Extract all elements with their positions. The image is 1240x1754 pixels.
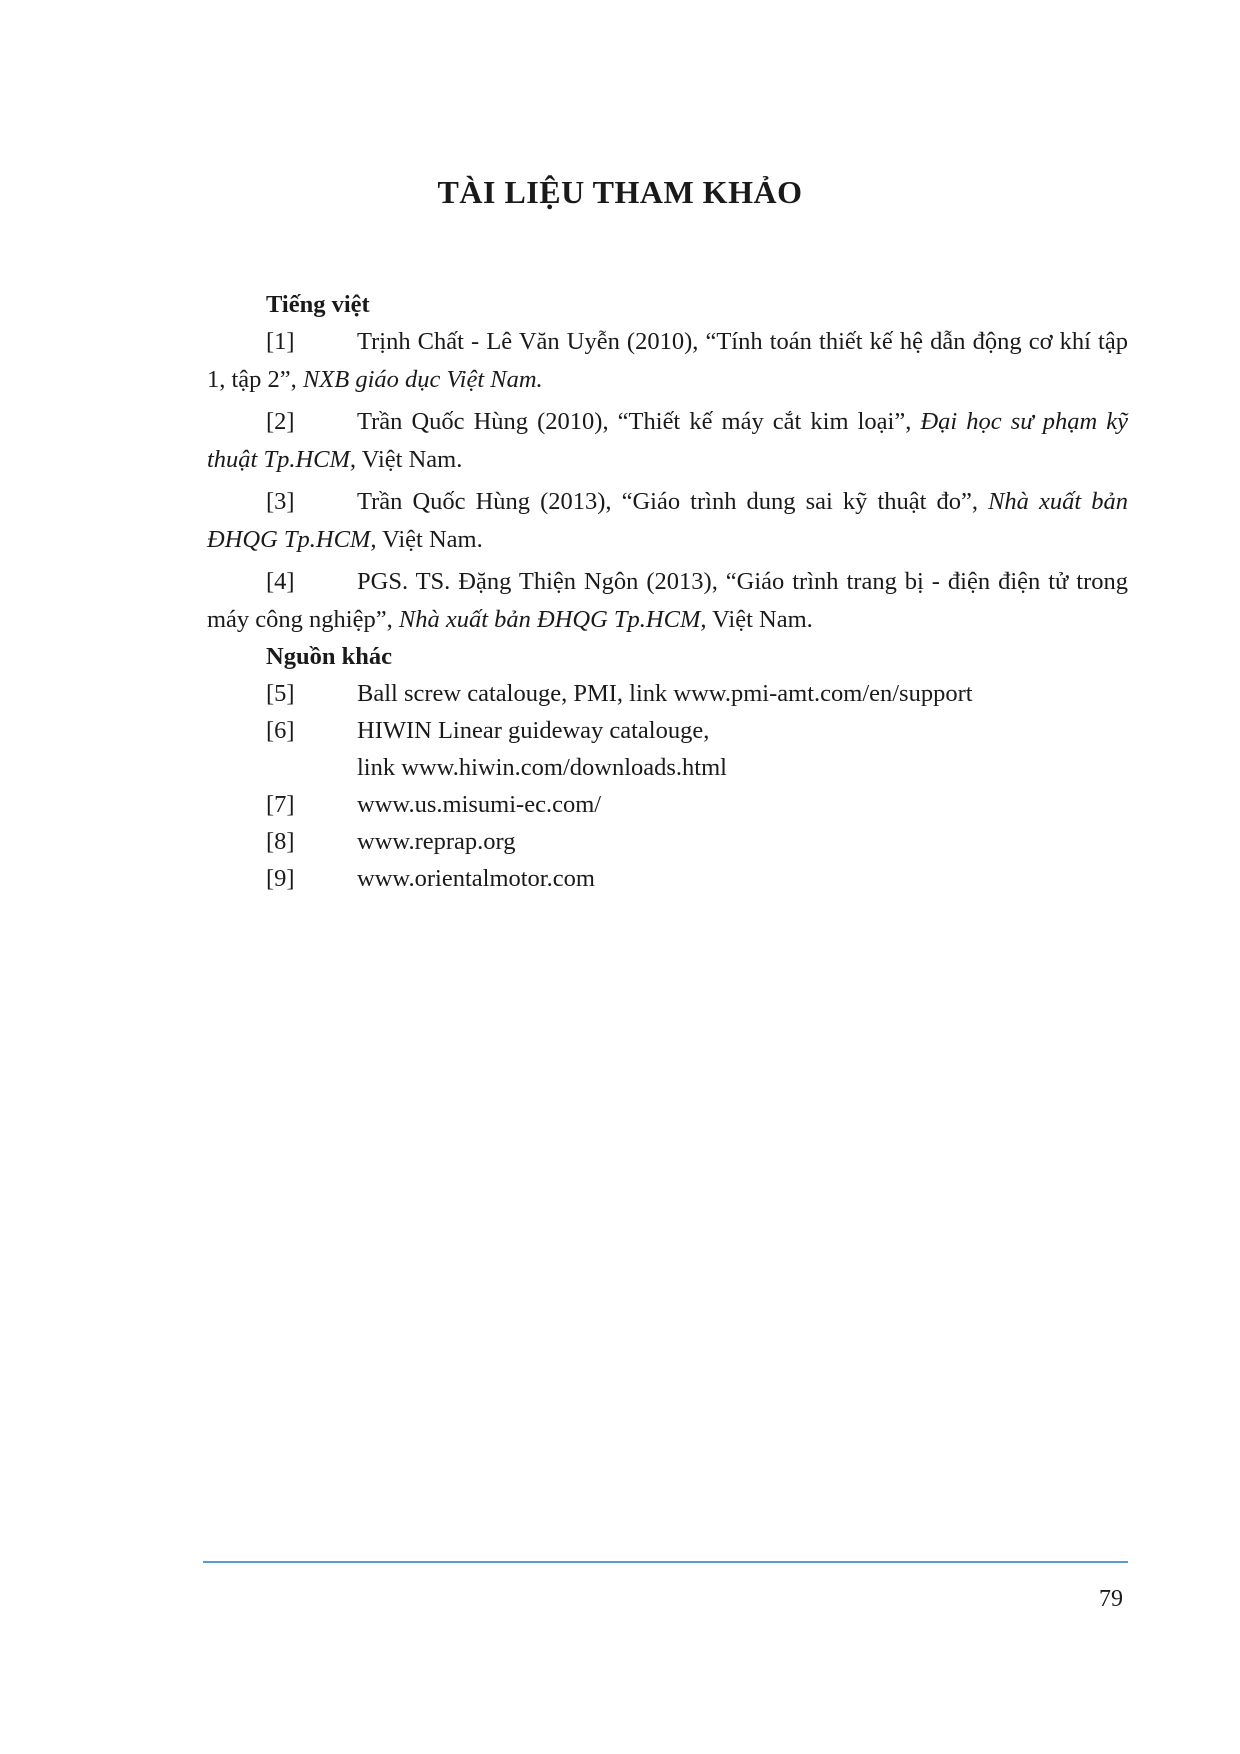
reference-text: www.us.misumi-ec.com/ bbox=[357, 791, 602, 818]
reference-text: Trịnh Chất - Lê Văn Uyễn (2010), “Tính toán thiết kế hệ dẫn động cơ khí tập 1, tập 2”, bbox=[207, 328, 1128, 393]
reference-tail: Việt Nam. bbox=[356, 445, 463, 473]
reference-item-9 bbox=[207, 860, 1128, 897]
reference-item-3 bbox=[207, 483, 1128, 558]
reference-number: [6] bbox=[266, 717, 295, 744]
section-heading-other-sources: Nguồn khác bbox=[266, 643, 392, 670]
reference-item-5 bbox=[207, 675, 1128, 712]
reference-item-7 bbox=[207, 786, 1128, 823]
reference-tail: Việt Nam. bbox=[706, 605, 813, 633]
page-number: 79 bbox=[1099, 1586, 1123, 1612]
reference-item-4 bbox=[207, 563, 1128, 638]
references-body bbox=[207, 286, 1128, 897]
reference-number: [8] bbox=[266, 828, 295, 855]
reference-text: PGS. TS. Đặng Thiện Ngôn (2013), “Giáo trình trang bị - điện điện tử trong máy công nghiệp”, bbox=[207, 568, 1128, 633]
reference-item-2 bbox=[207, 403, 1128, 478]
reference-number: [5] bbox=[266, 680, 295, 707]
reference-number: [2] bbox=[266, 408, 295, 435]
section-heading-vietnamese: Tiếng việt bbox=[266, 291, 370, 318]
reference-publisher: NXB giáo dục Việt Nam. bbox=[302, 365, 543, 393]
reference-item-1 bbox=[207, 323, 1128, 398]
reference-item-6 bbox=[207, 712, 1128, 786]
reference-number: [9] bbox=[266, 865, 295, 892]
footer-divider bbox=[203, 1561, 1128, 1563]
reference-text: Trần Quốc Hùng (2010), “Thiết kế máy cắt kim loại”, bbox=[357, 408, 921, 435]
reference-text: HIWIN Linear guideway catalouge, bbox=[357, 717, 710, 744]
reference-publisher: Nhà xuất bản ĐHQG Tp.HCM, bbox=[207, 488, 1128, 553]
reference-text: Trần Quốc Hùng (2013), “Giáo trình dung sai kỹ thuật đo”, bbox=[357, 488, 989, 515]
reference-number: [3] bbox=[266, 488, 295, 515]
reference-number: [7] bbox=[266, 791, 295, 818]
reference-text: Ball screw catalouge, PMI, link www.pmi-amt.com/en/support bbox=[357, 680, 973, 707]
reference-publisher: Đại học sư phạm kỹ thuật Tp.HCM, bbox=[207, 408, 1128, 473]
page-title: TÀI LIỆU THAM KHẢO bbox=[437, 174, 803, 210]
reference-publisher: Nhà xuất bản ĐHQG Tp.HCM, bbox=[398, 605, 707, 633]
reference-text: www.orientalmotor.com bbox=[357, 865, 595, 892]
reference-number: [4] bbox=[266, 568, 295, 595]
reference-tail: Việt Nam. bbox=[376, 525, 483, 553]
reference-text: www.reprap.org bbox=[357, 828, 516, 855]
reference-item-8 bbox=[207, 823, 1128, 860]
reference-number: [1] bbox=[266, 328, 295, 355]
reference-link: link www.hiwin.com/downloads.html bbox=[357, 754, 727, 781]
